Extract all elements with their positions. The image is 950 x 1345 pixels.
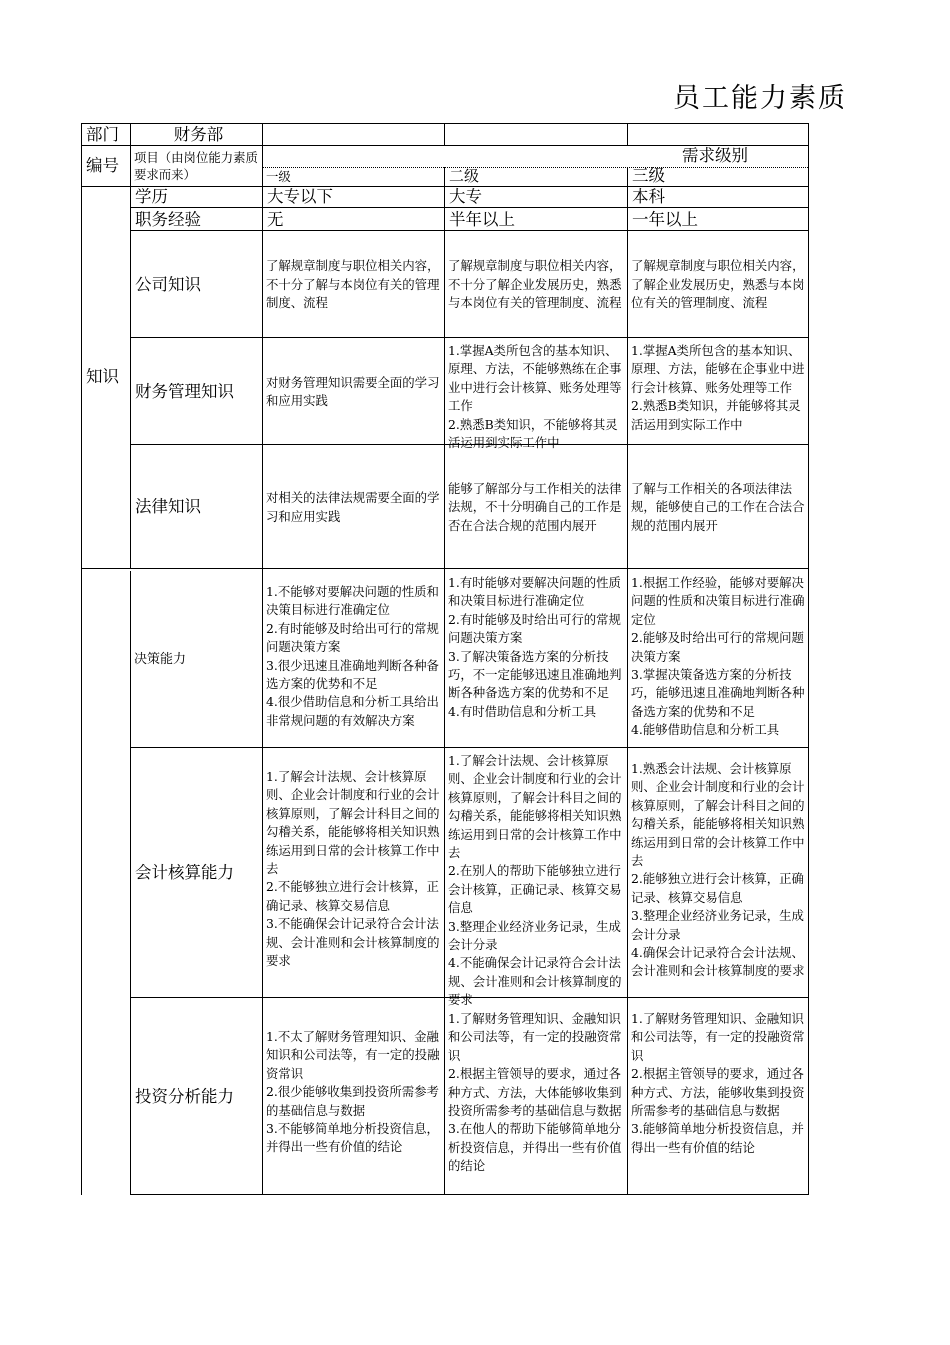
grid-line	[627, 123, 628, 146]
row-label-finance-knowledge: 财务管理知识	[135, 381, 234, 401]
finance-knowledge-level-3: 1.掌握A类所包含的基本知识、原理、方法，能够在企事业中进行会计核算、账务处理等工作 2.熟悉B类知识，并能够将其灵活运用到实际工作中	[631, 343, 805, 432]
company-knowledge-level-1: 了解规章制度与职位相关内容，不十分了解与本岗位有关的管理制度、流程	[266, 258, 440, 311]
accounting-level-1: 1.了解会计法规、会计核算原则、企业会计制度和行业的会计核算原则，了解会计科目之间的勾稽关系，能能够将相关知识熟练运用到日常的会计核算工作中去 2.不能够独立进行会计核算，正确记录、核算交易信息 3.不能确保会计记录符合会计法规、会计准则和会计核算制度的要求	[266, 769, 440, 969]
row-label-company-knowledge: 公司知识	[135, 274, 201, 294]
grid-line	[130, 123, 131, 569]
accounting-level-3: 1.熟悉会计法规、会计核算原则、企业会计制度和行业的会计核算原则，了解会计科目之间的勾稽关系，能能够将相关知识熟练运用到日常的会计核算工作中去 2.能够独立进行会计核算，正确记录、核算交易信息 3.整理企业经济业务记录，生成会计分录 4.确保会计记录符合会计法规、会计准则和会计核算制度的要求	[631, 761, 805, 979]
law-knowledge-level-2: 能够了解部分与工作相关的法律法规，不十分明确自己的工作是否在合法合规的范围内展开	[448, 480, 622, 533]
grid-line	[130, 207, 809, 208]
company-knowledge-level-3: 了解规章制度与职位相关内容，了解企业发展历史，熟悉与本岗位有关的管理制度、流程	[631, 258, 805, 311]
grid-line	[444, 167, 445, 1195]
education-level-2: 大专	[449, 187, 482, 206]
group-knowledge-label: 知识	[86, 367, 119, 386]
number-label: 编号	[86, 156, 119, 175]
education-level-3: 本科	[632, 187, 665, 206]
accounting-level-2: 1.了解会计法规、会计核算原则、企业会计制度和行业的会计核算原则，了解会计科目之间的勾稽关系，能能够将相关知识熟练运用到日常的会计核算工作中去 2.在别人的帮助下能够独立进行会计核算，正确记录、核算交易信息 3.整理企业经济业务记录，生成会计分录 4.不能确保会计记录符合会计法规、会计准则和会计核算制度的要求	[448, 753, 622, 1008]
grid-line	[81, 186, 809, 187]
company-knowledge-level-2: 了解规章制度与职位相关内容，不十分了解企业发展历史，熟悉与本岗位有关的管理制度、流程	[448, 258, 622, 311]
grid-line	[627, 167, 628, 1195]
finance-knowledge-level-1: 对财务管理知识需要全面的学习和应用实践	[266, 374, 440, 408]
row-label-law-knowledge: 法律知识	[135, 497, 201, 516]
level-1-header: 一级	[266, 168, 291, 184]
investment-level-2: 1.了解财务管理知识、金融知识和公司法等，有一定的投融资常识 2.根据主管领导的要求，通过各种方式、方法，大体能够收集到投资所需参考的基础信息与数据 3.在他人的帮助下能够简单地分析投资信息，并得出一些有价值的结论	[448, 1011, 622, 1174]
grid-line	[81, 123, 809, 124]
grid-line	[262, 123, 263, 1195]
grid-line	[81, 568, 809, 569]
investment-level-1: 1.不太了解财务管理知识、金融知识和公司法等，有一定的投融资常识 2.很少能够收集到投资所需参考的基础信息与数据 3.不能够简单地分析投资信息，并得出一些有价值的结论	[266, 1029, 440, 1155]
grid-line	[444, 123, 445, 146]
row-label-investment: 投资分析能力	[135, 1086, 234, 1106]
level-2-header: 二级	[449, 167, 480, 185]
experience-level-1: 无	[267, 209, 284, 229]
decision-level-1: 1.不能够对要解决问题的性质和决策目标进行准确定位 2.有时能够及时给出可行的常规问题决策方案 3.很少迅速且准确地判断各种备选方案的优势和不足 4.很少借助信息和分析工具给出非常规问题的有效解决方案	[266, 584, 439, 728]
grid-line	[130, 1194, 809, 1195]
grid-line	[81, 123, 82, 1195]
item-label: 项目（由岗位能力素质要求而来）	[134, 150, 258, 182]
decision-level-3: 1.根据工作经验，能够对要解决问题的性质和决策目标进行准确定位 2.能够及时给出可行的常规问题决策方案 3.掌握决策备选方案的分析技巧，能够迅速且准确地判断各种备选方案的优势和不足 4.能够借助信息和分析工具	[631, 575, 805, 738]
investment-level-3: 1.了解财务管理知识、金融知识和公司法等，有一定的投融资常识 2.根据主管领导的要求，通过各种方式、方法，能够收集到投资所需参考的基础信息与数据 3.能够简单地分析投资信息，并得出一些有价值的结论	[631, 1011, 805, 1155]
row-label-decision: 决策能力	[134, 651, 187, 667]
grid-line	[130, 997, 809, 998]
row-label-education: 学历	[135, 187, 168, 206]
grid-line	[130, 571, 131, 1195]
grid-line	[130, 747, 809, 748]
grid-line	[130, 230, 809, 231]
dept-value: 财务部	[173, 124, 224, 144]
education-level-1: 大专以下	[267, 187, 333, 206]
level-3-header: 三级	[632, 166, 665, 185]
finance-knowledge-level-2: 1.掌握A类所包含的基本知识、原理、方法，不能够熟练在企事业中进行会计核算、账务处理等工作 2.熟悉B类知识，不能够将其灵活运用到实际工作中	[448, 343, 622, 451]
page-title: 员工能力素质	[673, 83, 847, 114]
law-knowledge-level-1: 对相关的法律法规需要全面的学习和应用实践	[266, 490, 440, 524]
grid-line	[130, 337, 809, 338]
dept-label: 部门	[86, 124, 119, 144]
row-label-accounting: 会计核算能力	[135, 863, 234, 882]
row-label-experience: 职务经验	[135, 209, 201, 229]
grid-line	[262, 167, 808, 168]
need-level-label: 需求级别	[682, 146, 748, 165]
grid-line	[81, 145, 809, 146]
law-knowledge-level-3: 了解与工作相关的各项法律法规，能够使自己的工作在合法合规的范围内展开	[631, 480, 805, 533]
decision-level-2: 1.有时能够对要解决问题的性质和决策目标进行准确定位 2.有时能够及时给出可行的常规问题决策方案 3.了解决策备选方案的分析技巧，不一定能够迅速且准确地判断各种备选方案的优势和不足 4.有时借助信息和分析工具	[448, 575, 622, 719]
experience-level-2: 半年以上	[449, 209, 515, 229]
grid-line	[130, 444, 809, 445]
experience-level-3: 一年以上	[632, 209, 698, 229]
grid-line	[808, 123, 809, 1195]
